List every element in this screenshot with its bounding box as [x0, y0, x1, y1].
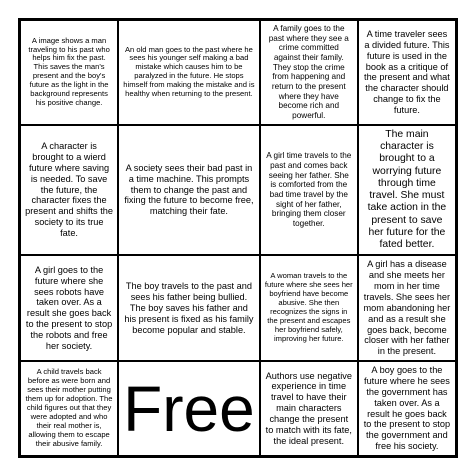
cell-text: A girl has a disease and she meets her mom in her time travels. She sees her mom abandoning her and as a result she goes back, become closer with her father in the present. — [363, 259, 451, 357]
cell-text: A girl time travels to the past and comes back seeing her father. She is comforted from the bad time travel by the sight of her father, bringing them closer together. — [266, 151, 352, 229]
bingo-cell-7[interactable] — [260, 125, 358, 256]
cell-text: A boy goes to the future where he sees the government has taken over. As a result he goes back to the present to stop the government and free his society. — [363, 365, 451, 452]
bingo-cell-8[interactable] — [358, 125, 456, 256]
cell-text: A family goes to the past where they see a crime committed against their family. They stop the crime from happening and return to the present where they have become rich and powerful. — [268, 24, 349, 121]
bingo-cell-15[interactable] — [260, 361, 358, 456]
bingo-cell-4[interactable] — [358, 20, 456, 125]
cell-text: The boy travels to the past and sees his father being bullied. The boy saves his father and his present is fixed as his family become popular and stable. — [124, 281, 254, 335]
bingo-cell-12[interactable] — [358, 255, 456, 361]
bingo-cell-9[interactable] — [20, 255, 118, 361]
bingo-free-space[interactable] — [118, 361, 260, 456]
free-label: Free — [123, 372, 255, 445]
cell-text: A image shows a man traveling to his past who helps him fix the past. This saves the man's present and the boy's future as the light in the background represents his positive change. — [28, 35, 110, 108]
bingo-cell-5[interactable] — [20, 125, 118, 256]
bingo-cell-16[interactable] — [358, 361, 456, 456]
bingo-cell-10[interactable] — [118, 255, 260, 361]
bingo-board — [18, 18, 458, 458]
cell-text: A girl goes to the future where she sees robots have taken over. As a result she goes back to the present to stop the robots and free her society. — [25, 264, 113, 351]
cell-text: A woman travels to the future where she sees her boyfriend have become abusive. She then recognizes the signs in the present and escapes her boyfriend safely, improving her future. — [264, 271, 353, 344]
cell-text: A society sees their bad past in a time machine. This prompts them to change the past and fixing the future to become free, matching their fate. — [124, 162, 254, 217]
bingo-cell-1[interactable] — [20, 20, 118, 125]
bingo-cell-11[interactable] — [260, 255, 358, 361]
cell-text: A time traveler sees a divided future. This future is used in the book as a critique of the present and what the character should change to fix the future. — [364, 28, 450, 115]
bingo-cell-13[interactable] — [20, 361, 118, 456]
bingo-cell-6[interactable] — [118, 125, 260, 256]
bingo-cell-2[interactable] — [118, 20, 260, 125]
cell-text: An old man goes to the past where he sees his younger self making a bad mistake which causes him to be paralyzed in the future. He stops himself from making the mistake and is healthy when returning to the present. — [123, 44, 255, 99]
cell-text: Authors use negative experience in time travel to have their main characters change the present to match with its fate, the ideal present. — [265, 370, 352, 446]
cell-text: The main character is brought to a worrying future through time travel. She must take action in the present to save her future for the fated better. — [367, 128, 447, 251]
cell-text: A character is brought to a wierd future where saving is needed. To save the future, the character fixes the present and shifts the society to its true fate. — [25, 141, 113, 239]
cell-text: A child travels back before as were born and sees their mother putting them up for adoption. The child figures out that they were adopted and who their real mother is, allowing them to escape their abusive family. — [25, 367, 113, 448]
bingo-cell-3[interactable] — [260, 20, 358, 125]
